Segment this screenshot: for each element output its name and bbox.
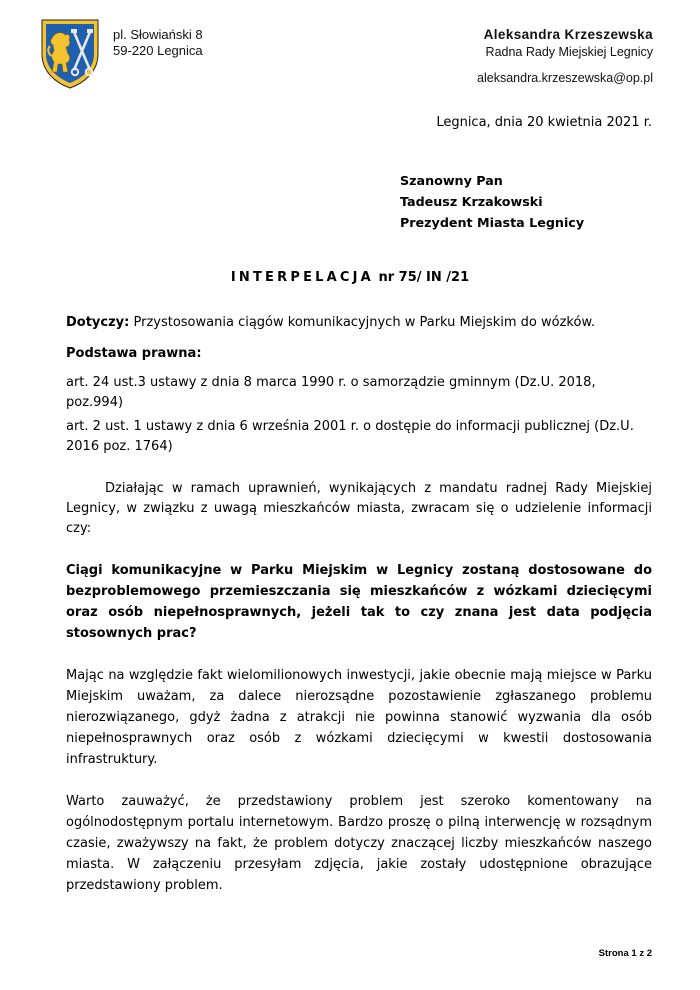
sender-email: aleksandra.krzeszewska@op.pl: [477, 71, 653, 85]
body-paragraph-2: Warto zauważyć, że przedstawiony problem jest szeroko komentowany na ogólnodostępnym portalu internetowym. Bardzo proszę o pilną interwencję w rozsądnym czasie, zważywszy na fakt, że problem dotyczy znaczącej liczby mieszkańców naszego miasta. W załączeniu przesyłam zdjęcia, jakie zostały udostępnione obrazujące przedstawiony problem.: [66, 794, 652, 893]
recipient-title: Prezydent Miasta Legnicy: [400, 215, 585, 230]
legal-basis-item-2: art. 2 ust. 1 ustawy z dnia 6 września 2001 r. o dostępie do informacji publicznej (Dz.U. 2016 poz. 1764): [66, 419, 634, 454]
document-body: [66, 313, 652, 896]
title-word: INTERPELACJA: [230, 270, 374, 285]
sender-address: [113, 27, 203, 59]
subject-label: Dotyczy:: [66, 315, 130, 330]
subject-text: Przystosowania ciągów komunikacyjnych w Parku Miejskim do wózków.: [129, 315, 596, 330]
sender-block: [477, 26, 653, 87]
document-title: [0, 270, 700, 285]
sender-name: Aleksandra Krzeszewska: [483, 27, 653, 42]
body-paragraph-1: Mając na względzie fakt wielomilionowych inwestycji, jakie obecnie mają miejsce w Parku Miejskim uważam, za dalece nierozsądne pozostawienie zgłaszanego problemu nierozwiązanego, gdyż żadna z atrakcji nie powinna stanowić wyzwania dla osób niepełnosprawnych oraz osób z wózkami dziecięcymi w kwestii dostosowania infrastruktury.: [66, 668, 652, 767]
legal-basis-item-1: art. 24 ust.3 ustawy z dnia 8 marca 1990 r. o samorządzie gminnym (Dz.U. 2018, poz.994): [66, 375, 596, 410]
recipient-salutation: Szanowny Pan: [400, 173, 503, 188]
address-city: 59-220 Legnica: [113, 43, 203, 58]
page-number: Strona 1 z 2: [598, 948, 652, 959]
document-date: Legnica, dnia 20 kwietnia 2021 r.: [436, 115, 652, 130]
legal-basis-label: Podstawa prawna:: [66, 346, 202, 361]
sender-role: Radna Rady Miejskiej Legnicy: [485, 45, 653, 59]
intro-paragraph: Działając w ramach uprawnień, wynikających z mandatu radnej Rady Miejskiej Legnicy, w związku z uwagą mieszkańców miasta, zwracam się o udzielenie informacji czy:: [66, 481, 652, 536]
question-paragraph: Ciągi komunikacyjne w Parku Miejskim w Legnicy zostaną dostosowane do bezproblemowego przemieszczania się mieszkańców z wózkami dziecięcymi oraz osób niepełnosprawnych, jeżeli tak to czy znana jest data podjęcia stosownych prac?: [66, 563, 652, 641]
recipient-block: [400, 170, 584, 233]
recipient-name: Tadeusz Krzakowski: [400, 194, 543, 209]
legnica-coat-of-arms-icon: [38, 16, 102, 90]
subject-line: [66, 313, 652, 333]
title-number: nr 75/ IN /21: [378, 270, 470, 285]
address-street: pl. Słowiański 8: [113, 27, 203, 42]
